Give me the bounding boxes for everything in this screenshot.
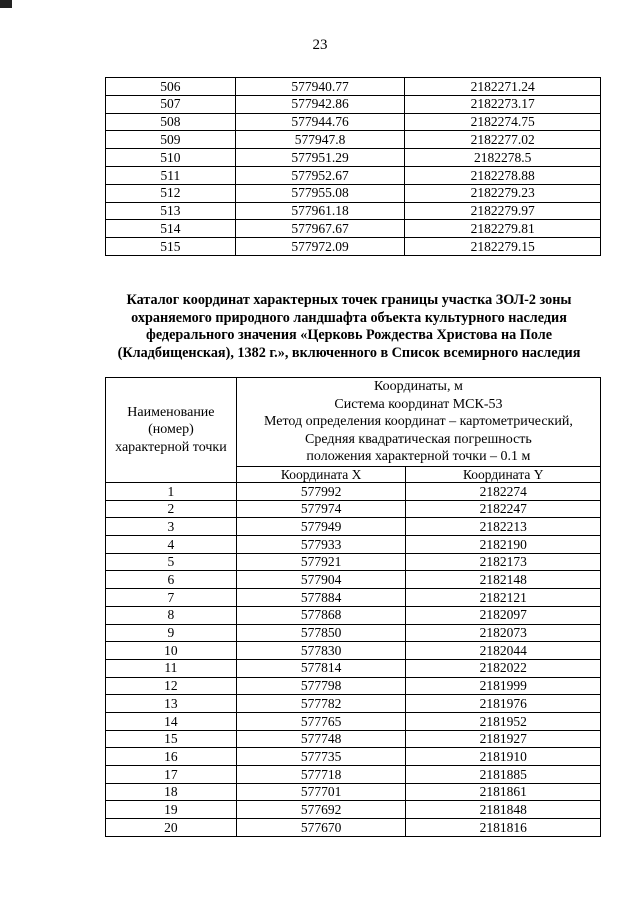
table-row [106, 166, 601, 184]
coordinate-y-header: Координата Y [406, 467, 601, 483]
coordinate-x-cell: 577830 [236, 642, 406, 660]
heading-line: Каталог координат характерных точек границы участка ЗОЛ-2 зоны [126, 292, 572, 308]
point-number-cell: 20 [106, 819, 237, 837]
point-number-cell: 3 [106, 518, 237, 536]
coordinate-y-cell: 2182277.02 [405, 131, 601, 149]
point-number-cell: 14 [106, 712, 237, 730]
coordinate-x-cell: 577992 [236, 483, 406, 501]
coordinate-y-cell: 2182278.88 [405, 166, 601, 184]
table-row [106, 571, 601, 589]
coordinate-y-cell: 2182273.17 [405, 95, 601, 113]
coordinate-x-cell: 577904 [236, 571, 406, 589]
coordinate-y-cell: 2181952 [406, 712, 601, 730]
point-number-cell: 511 [106, 166, 236, 184]
coordinate-x-cell: 577951.29 [235, 149, 405, 167]
coordinate-x-cell: 577868 [236, 606, 406, 624]
point-number-cell: 13 [106, 695, 237, 713]
coordinate-x-cell: 577952.67 [235, 166, 405, 184]
coordinate-x-cell: 577967.67 [235, 220, 405, 238]
table-row [106, 500, 601, 518]
table-row [106, 202, 601, 220]
table-row [106, 748, 601, 766]
coordinate-x-cell: 577692 [236, 801, 406, 819]
coordinates-catalog-table [105, 377, 601, 837]
coordinate-y-cell: 2182213 [406, 518, 601, 536]
coordinate-y-cell: 2182044 [406, 642, 601, 660]
table-row [106, 783, 601, 801]
table-row [106, 712, 601, 730]
page-number: 23 [312, 37, 328, 53]
coordinate-x-cell: 577921 [236, 553, 406, 571]
heading-line: федерального значения «Церковь Рождества Христова на Поле [146, 327, 552, 344]
table-row [106, 801, 601, 819]
point-number-cell: 19 [106, 801, 237, 819]
table-row [106, 677, 601, 695]
coordinate-x-cell: 577782 [236, 695, 406, 713]
coordinate-x-cell: 577944.76 [235, 113, 405, 131]
point-number-cell: 7 [106, 589, 237, 607]
coordinate-x-cell: 577701 [236, 783, 406, 801]
table-row [106, 131, 601, 149]
coordinate-y-cell: 2181976 [406, 695, 601, 713]
table-row [106, 730, 601, 748]
coordinate-y-cell: 2182279.23 [405, 184, 601, 202]
coordinate-x-cell: 577955.08 [235, 184, 405, 202]
coordinate-y-cell: 2182097 [406, 606, 601, 624]
coordinate-y-cell: 2182247 [406, 500, 601, 518]
coordinate-y-cell: 2182274.75 [405, 113, 601, 131]
coordinates-header: Координаты, м Система координат МСК-53 Метод определения координат – картометрический, Средняя квадратическая погрешность положения характерной точки – 0.1 м [236, 378, 600, 467]
coordinate-x-cell: 577748 [236, 730, 406, 748]
coordinates-table-continued [105, 77, 601, 256]
table-row [106, 78, 601, 96]
coordinate-y-cell: 2182148 [406, 571, 601, 589]
coordinate-y-cell: 2182022 [406, 659, 601, 677]
coordinate-y-cell: 2181861 [406, 783, 601, 801]
point-number-cell: 17 [106, 766, 237, 784]
point-number-cell: 9 [106, 624, 237, 642]
table-row [106, 624, 601, 642]
coordinate-x-cell: 577718 [236, 766, 406, 784]
coordinate-y-cell: 2181910 [406, 748, 601, 766]
table-row [106, 518, 601, 536]
table-row [106, 819, 601, 837]
table-body [106, 78, 601, 256]
point-number-cell: 5 [106, 553, 237, 571]
table-row [106, 149, 601, 167]
coordinate-y-cell: 2182073 [406, 624, 601, 642]
coordinate-x-cell: 577942.86 [235, 95, 405, 113]
coordinate-x-cell: 577884 [236, 589, 406, 607]
table-row [106, 113, 601, 131]
coordinate-x-cell: 577947.8 [235, 131, 405, 149]
table-row [106, 220, 601, 238]
coordinate-y-cell: 2182190 [406, 536, 601, 554]
point-number-cell: 508 [106, 113, 236, 131]
coordinate-x-cell: 577940.77 [235, 78, 405, 96]
coordinate-y-cell: 2181816 [406, 819, 601, 837]
point-number-cell: 12 [106, 677, 237, 695]
section-heading [96, 292, 602, 362]
coordinate-x-cell: 577933 [236, 536, 406, 554]
point-number-cell: 513 [106, 202, 236, 220]
table-row [106, 589, 601, 607]
table-row [106, 553, 601, 571]
table-row [106, 238, 601, 256]
coordinate-y-cell: 2182278.5 [405, 149, 601, 167]
coordinate-x-cell: 577798 [236, 677, 406, 695]
coordinate-y-cell: 2182173 [406, 553, 601, 571]
point-number-cell: 16 [106, 748, 237, 766]
coordinate-x-cell: 577949 [236, 518, 406, 536]
point-number-cell: 6 [106, 571, 237, 589]
coordinate-x-cell: 577974 [236, 500, 406, 518]
coordinate-x-cell: 577972.09 [235, 238, 405, 256]
table-row [106, 184, 601, 202]
coordinate-x-cell: 577814 [236, 659, 406, 677]
coordinate-y-cell: 2181927 [406, 730, 601, 748]
point-number-cell: 1 [106, 483, 237, 501]
coordinate-y-cell: 2182279.97 [405, 202, 601, 220]
coordinate-y-cell: 2181848 [406, 801, 601, 819]
point-name-header: Наименование (номер) характерной точки [106, 378, 237, 483]
point-number-cell: 10 [106, 642, 237, 660]
coordinate-x-cell: 577850 [236, 624, 406, 642]
coordinate-x-header: Координата X [236, 467, 406, 483]
table-row [106, 695, 601, 713]
table-row [106, 659, 601, 677]
point-number-cell: 15 [106, 730, 237, 748]
coordinate-y-cell: 2181885 [406, 766, 601, 784]
point-number-cell: 509 [106, 131, 236, 149]
coordinate-x-cell: 577670 [236, 819, 406, 837]
table-row [106, 95, 601, 113]
point-number-cell: 514 [106, 220, 236, 238]
coordinate-y-cell: 2182279.81 [405, 220, 601, 238]
point-number-cell: 510 [106, 149, 236, 167]
table-row [106, 536, 601, 554]
point-number-cell: 11 [106, 659, 237, 677]
coordinate-x-cell: 577765 [236, 712, 406, 730]
table-row [106, 766, 601, 784]
heading-line: охраняемого природного ландшафта объекта культурного наследия [131, 309, 567, 326]
point-number-cell: 4 [106, 536, 237, 554]
table-body [106, 483, 601, 837]
coordinate-y-cell: 2182121 [406, 589, 601, 607]
point-number-cell: 512 [106, 184, 236, 202]
coordinate-y-cell: 2182271.24 [405, 78, 601, 96]
heading-line: (Кладбищенская), 1382 г.», включенного в Список всемирного наследия [117, 344, 581, 361]
coordinate-y-cell: 2181999 [406, 677, 601, 695]
point-number-cell: 515 [106, 238, 236, 256]
scan-edge-mark [0, 0, 12, 8]
point-number-cell: 18 [106, 783, 237, 801]
table-row [106, 642, 601, 660]
coordinate-y-cell: 2182274 [406, 483, 601, 501]
point-number-cell: 506 [106, 78, 236, 96]
table-row [106, 606, 601, 624]
point-number-cell: 8 [106, 606, 237, 624]
coordinate-x-cell: 577961.18 [235, 202, 405, 220]
point-number-cell: 507 [106, 95, 236, 113]
point-number-cell: 2 [106, 500, 237, 518]
coordinate-x-cell: 577735 [236, 748, 406, 766]
table-row [106, 483, 601, 501]
coordinate-y-cell: 2182279.15 [405, 238, 601, 256]
